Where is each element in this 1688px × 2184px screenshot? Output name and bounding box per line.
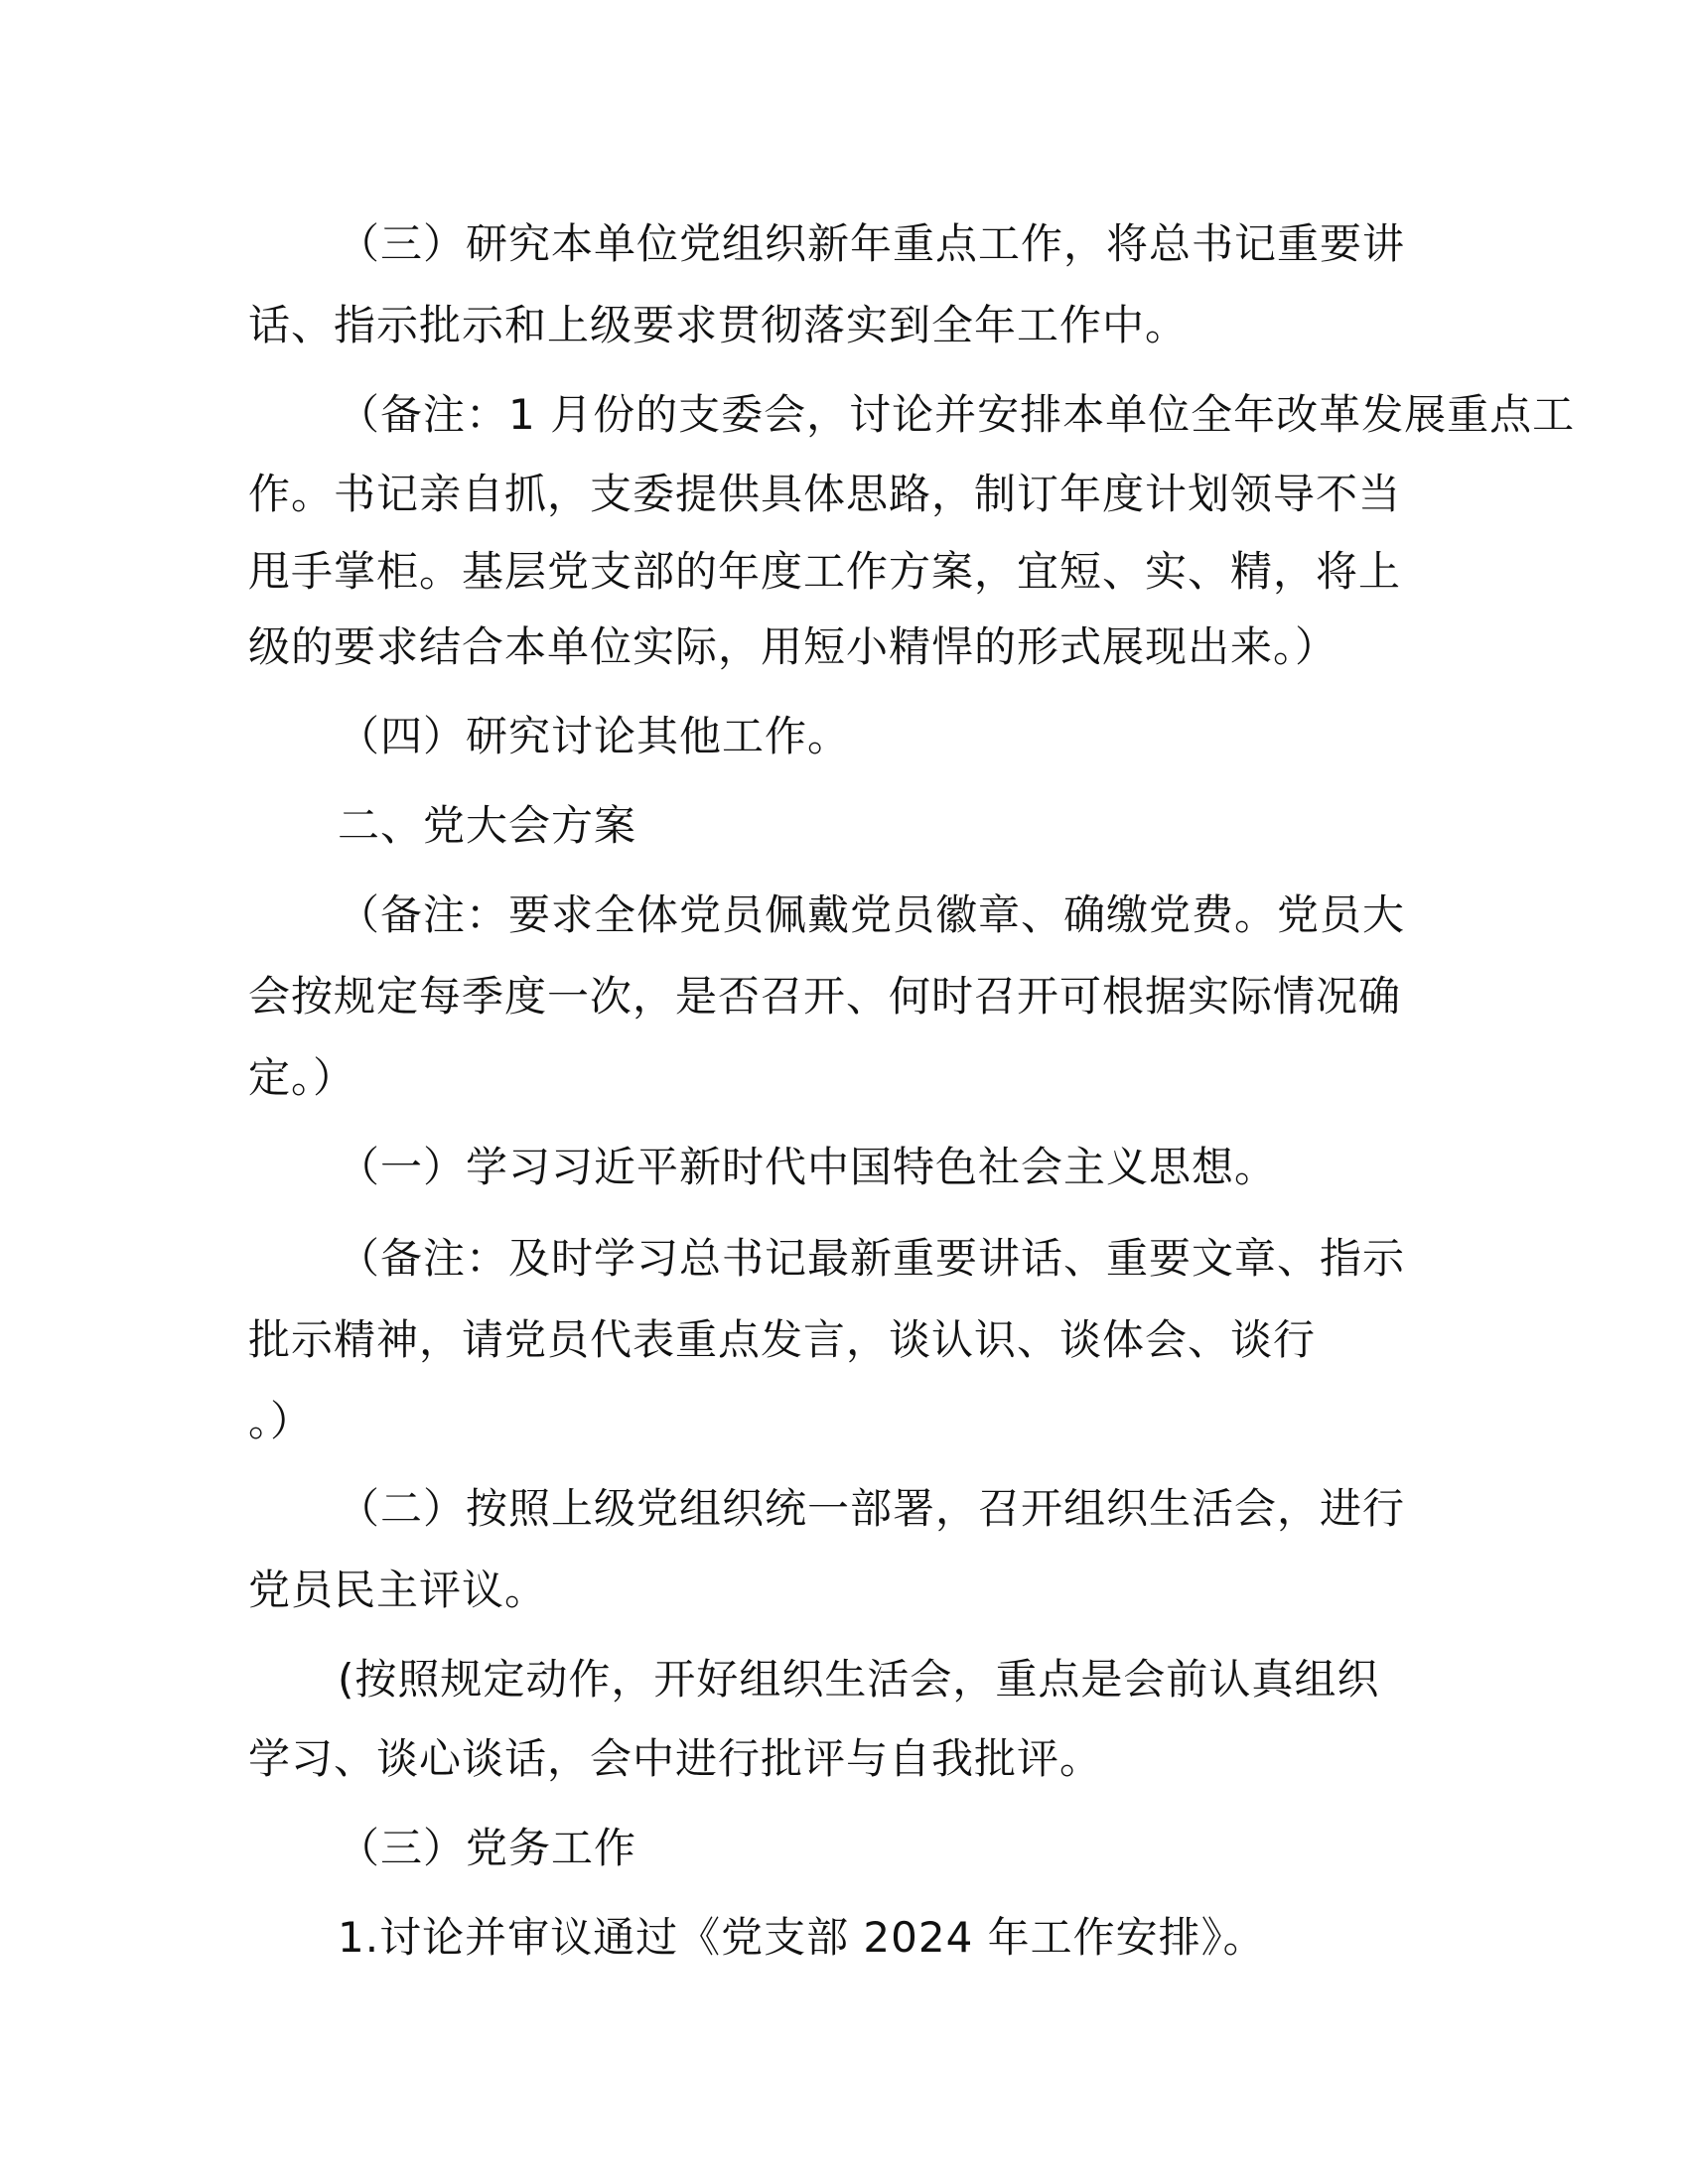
text-line-14: 批示精神，请党员代表重点发言，谈认识、谈体会、谈行 bbox=[248, 1315, 1317, 1364]
text-line-13: （备注：及时学习总书记最新重要讲话、重要文章、指示 bbox=[338, 1234, 1406, 1283]
text-line-17: 党员民主评议。 bbox=[248, 1566, 548, 1614]
text-line-16: （二）按照上级党组织统一部署，召开组织生活会，进行 bbox=[338, 1484, 1406, 1533]
text-line-21: 1.讨论并审议通过《党支部 2024 年工作安排》。 bbox=[338, 1913, 1266, 1962]
text-line-11: 定。） bbox=[248, 1053, 356, 1102]
text-line-4: 作。书记亲自抓，支委提供具体思路，制订年度计划领导不当 bbox=[248, 470, 1402, 518]
text-line-7: （四）研究讨论其他工作。 bbox=[338, 712, 851, 760]
text-line-6: 级的要求结合本单位实际，用短小精悍的形式展现出来。） bbox=[248, 622, 1338, 671]
text-line-2: 话、指示批示和上级要求贯彻落实到全年工作中。 bbox=[248, 301, 1189, 349]
text-line-15: 。） bbox=[248, 1397, 314, 1445]
text-line-9: （备注：要求全体党员佩戴党员徽章、确缴党费。党员大 bbox=[338, 890, 1406, 939]
section-heading: 二、党大会方案 bbox=[338, 801, 637, 850]
text-line-3: （备注：1 月份的支委会，讨论并安排本单位全年改革发展重点工 bbox=[338, 390, 1576, 439]
text-line-10: 会按规定每季度一次，是否召开、何时召开可根据实际情况确 bbox=[248, 972, 1402, 1021]
text-line-18: (按照规定动作，开好组织生活会，重点是会前认真组织 bbox=[338, 1655, 1380, 1704]
text-line-19: 学习、谈心谈话，会中进行批评与自我批评。 bbox=[248, 1734, 1103, 1783]
text-line-5: 甩手掌柜。基层党支部的年度工作方案，宜短、实、精，将上 bbox=[248, 547, 1402, 596]
text-line-20: （三）党务工作 bbox=[338, 1824, 637, 1872]
text-line-1: （三）研究本单位党组织新年重点工作，将总书记重要讲 bbox=[338, 219, 1406, 268]
text-line-12: （一）学习习近平新时代中国特色社会主义思想。 bbox=[338, 1143, 1278, 1191]
